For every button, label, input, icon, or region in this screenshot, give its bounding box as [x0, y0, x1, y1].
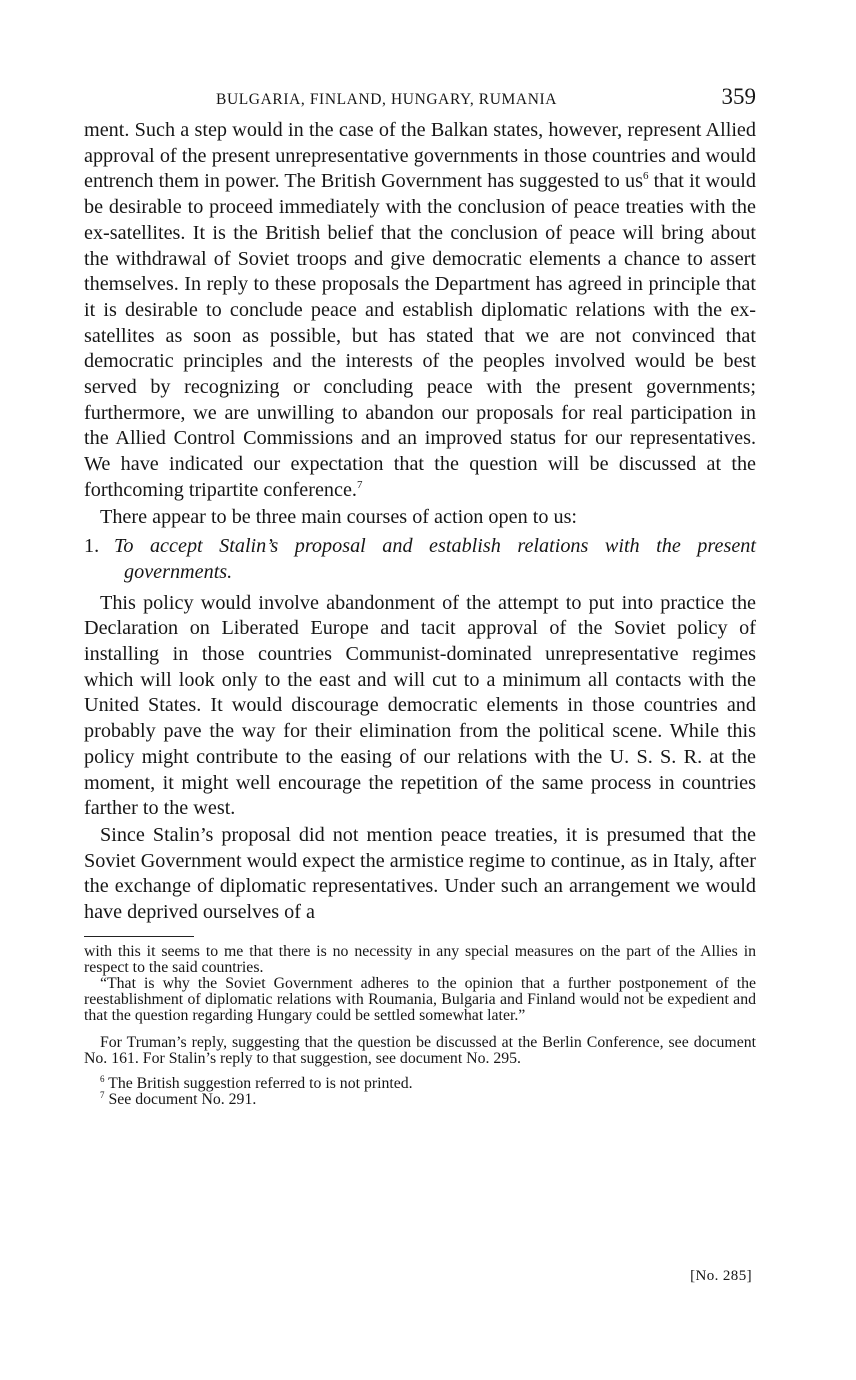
paragraph-1-part-a: ment. Such a step would in the case of the Balkan states, however, represent Allied approval of the present unrepresentative governments in those countries and would entrench them in power. The British Government has suggested to us: [84, 119, 756, 193]
footnote-ref-7: 7: [356, 478, 363, 491]
document-folio: [No. 285]: [690, 1268, 752, 1284]
list-item-number: 1.: [84, 535, 100, 558]
footnote-6: [84, 1073, 756, 1092]
footnote-rule: [84, 936, 194, 937]
footnote-continuation-1: with this it seems to me that there is no necessity in any special measures on the part of the Allies in respect to the said countries.: [84, 942, 756, 976]
body-text: [84, 118, 756, 926]
running-head: [84, 84, 756, 118]
footnote-continuation-3: For Truman’s reply, suggesting that the question be discussed at the Berlin Conference, see document No. 161. For Stalin’s reply to that suggestion, see document No. 295.: [84, 1033, 756, 1067]
footnote-6-text: The British suggestion referred to is not printed.: [104, 1074, 413, 1092]
paragraph-4: Since Stalin’s proposal did not mention peace treaties, it is presumed that the Soviet Government would expect the armistice regime to continue, as in Italy, after the exchange of diplomatic representatives. Under such an arrangement we would have deprived ourselves of a: [84, 823, 756, 924]
paragraph-1-part-b: that it would be desirable to proceed immediately with the conclusion of peace treaties with the ex-satellites. It is the British belief that the conclusion of peace will bring about the withdrawal of Soviet troops and give democratic elements a chance to assert themselves. In reply to these proposals the Department has agreed in principle that it is desirable to conclude peace and establish diplomatic relations with the ex-satellites as soon as possible, but has stated that we are not convinced that democratic principles and the interests of the peoples involved would be best served by recognizing or concluding peace with the present governments; furthermore, we are unwilling to abandon our proposals for real participation in the Allied Control Commissions and an improved status for our representatives. We have indicated our expectation that the question will be discussed at the forthcoming tripartite conference.: [84, 170, 756, 501]
document-page: [84, 84, 756, 1108]
footnote-7-mark: 7: [100, 1089, 105, 1100]
paragraph-1: [84, 118, 756, 504]
paragraph-2: There appear to be three main courses of action open to us:: [100, 505, 578, 528]
footnote-ref-6: 6: [642, 170, 649, 183]
footnote-continuation-2: “That is why the Soviet Government adheres to the opinion that a further postponement of the reestablishment of diplomatic relations with Roumania, Bulgaria and Finland would not be expedient and that the question regarding Hungary could be settled somewhat later.”: [84, 974, 756, 1024]
paragraph-3: This policy would involve abandonment of the attempt to put into practice the Declaration on Liberated Europe and tacit approval of the Soviet policy of installing in those countries Communist-dominated unrepresentative regimes which will look only to the east and will cut to a minimum all contacts with the United States. It would discourage democratic elements in those countries and probably pave the way for their elimination from the political scene. While this policy might contribute to the easing of our relations with the U. S. S. R. at the moment, it might well encourage the repetition of the same process in countries farther to the west.: [84, 591, 756, 820]
list-item-text: To accept Stalin’s proposal and establish relations with the present governments.: [114, 535, 756, 583]
footnotes: [84, 944, 756, 1108]
running-title: BULGARIA, FINLAND, HUNGARY, RUMANIA: [216, 91, 558, 108]
footnote-6-mark: 6: [100, 1073, 105, 1084]
footnote-7-text: See document No. 291.: [104, 1090, 257, 1108]
page-number: 359: [721, 84, 756, 109]
list-item-1: [84, 534, 756, 585]
footnote-7: [84, 1089, 756, 1108]
